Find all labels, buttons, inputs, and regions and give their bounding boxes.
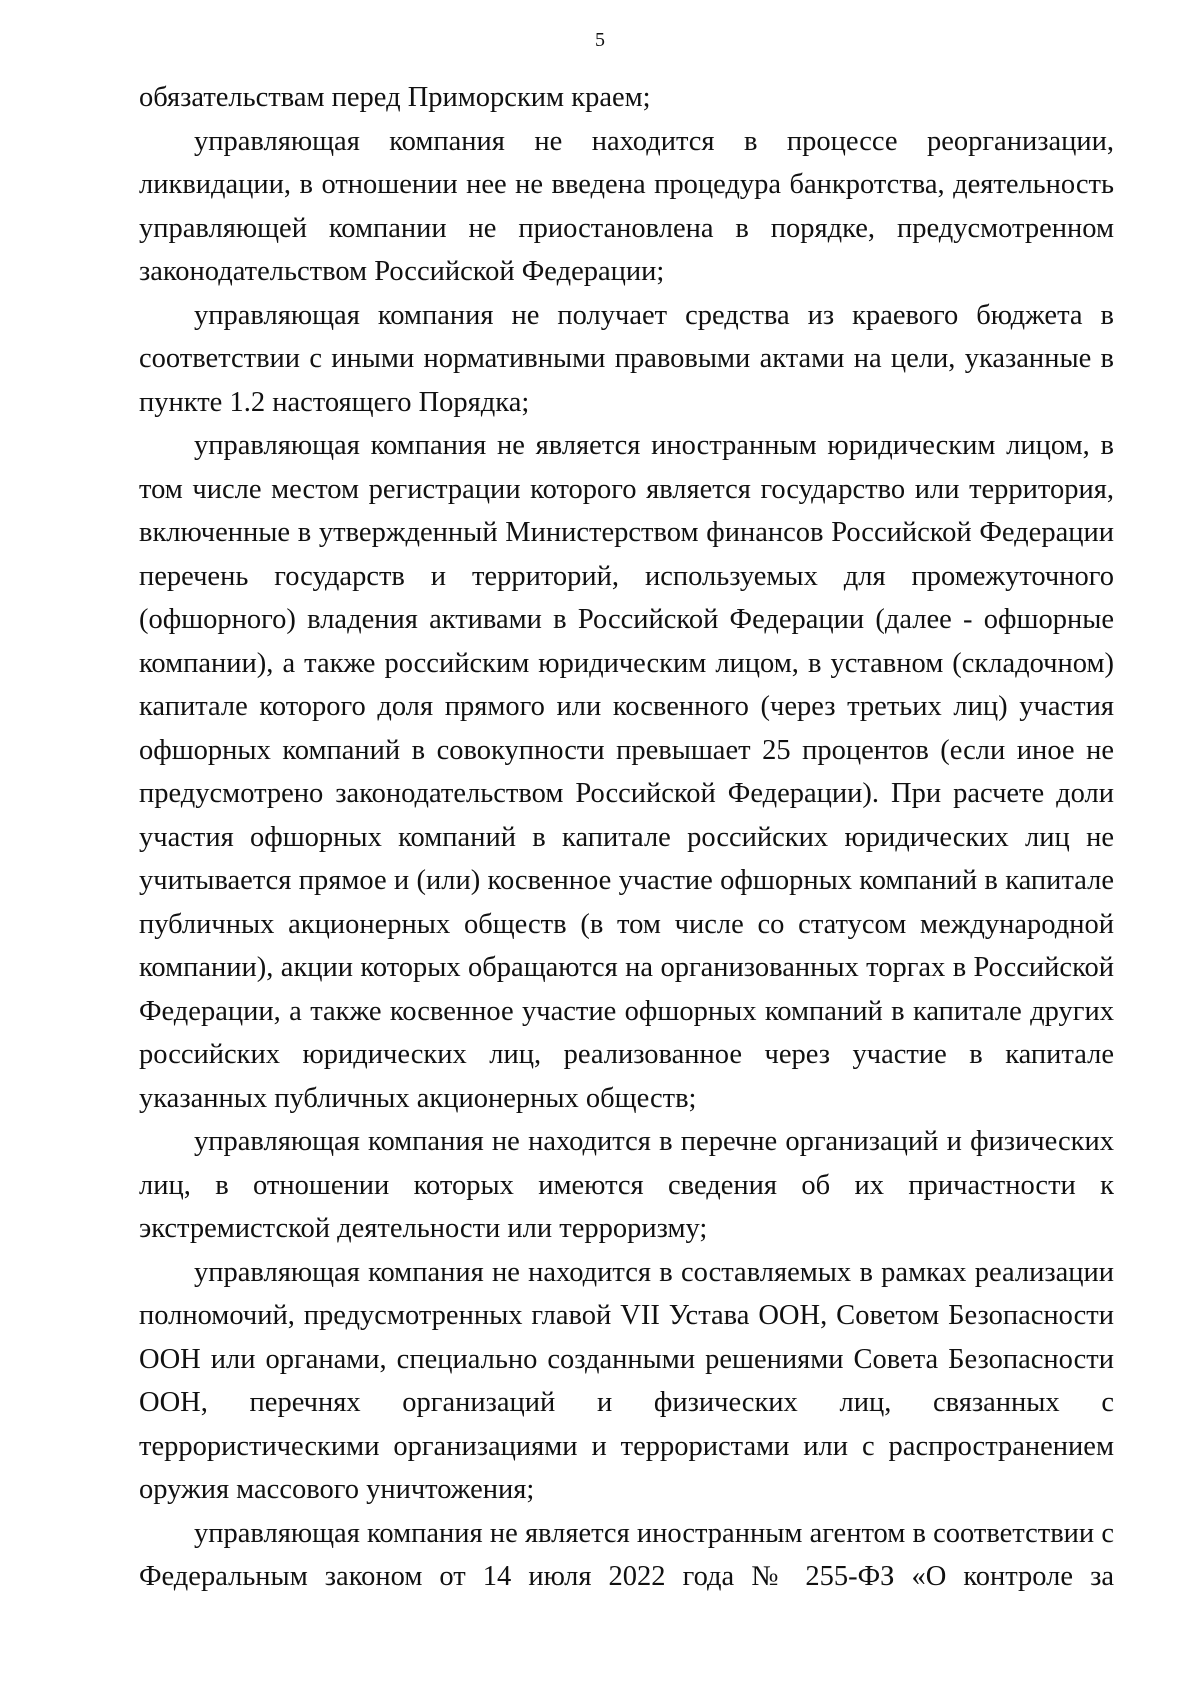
document-body (139, 76, 1114, 1599)
paragraph-budget-funds: управляющая компания не получает средства из краевого бюджета в соответствии с иными нормативными правовыми актами на цели, указанные в пункте 1.2 настоящего Порядка; (139, 299, 1114, 418)
paragraph-foreign-agent: управляющая компания не является иностранным агентом в соответствии с Федеральным законом от 14 июля 2022 года № 255-ФЗ «О контроле за (139, 1517, 1114, 1592)
page-number: 5 (595, 29, 605, 51)
paragraph-reorganization: управляющая компания не находится в процессе реорганизации, ликвидации, в отношении нее не введена процедура банкротства, деятельность управляющей компании не приостановлена в порядке, предусмотренном законодательством Российской Федерации; (139, 125, 1114, 287)
paragraph-offshore: управляющая компания не является иностранным юридическим лицом, в том числе местом регистрации которого является государство или территория, включенные в утвержденный Министерством финансов Российской Федерации перечень государств и территорий, используемых для промежуточного (офшорного) владения активами в Российской Федерации (далее - офшорные компании), а также российским юридическим лицом, в уставном (складочном) капитале которого доля прямого или косвенного (через третьих лиц) участия офшорных компаний в совокупности превышает 25 процентов (если иное не предусмотрено законодательством Российской Федерации). При расчете доли участия офшорных компаний в капитале российских юридических лиц не учитывается прямое и (или) косвенное участие офшорных компаний в капитале публичных акционерных обществ (в том числе со статусом международной компании), акции которых обращаются на организованных торгах в Российской Федерации, а также косвенное участие офшорных компаний в капитале других российских юридических лиц, реализованное через участие в капитале указанных публичных акционерных обществ; (139, 430, 1114, 1114)
paragraph-un-sanctions: управляющая компания не находится в составляемых в рамках реализации полномочий, предусмотренных главой VII Устава ООН, Советом Безопасности ООН или органами, специально созданными решениями Совета Безопасности ООН, перечнях организаций и физических лиц, связанных с террористическими организациями и террористами или с распространением оружия массового уничтожения; (139, 1256, 1114, 1505)
paragraph-extremism: управляющая компания не находится в перечне организаций и физических лиц, в отношении которых имеются сведения об их причастности к экстремистской деятельности или терроризму; (139, 1126, 1114, 1244)
paragraph-continuation: обязательствам перед Приморским краем; (139, 82, 651, 113)
